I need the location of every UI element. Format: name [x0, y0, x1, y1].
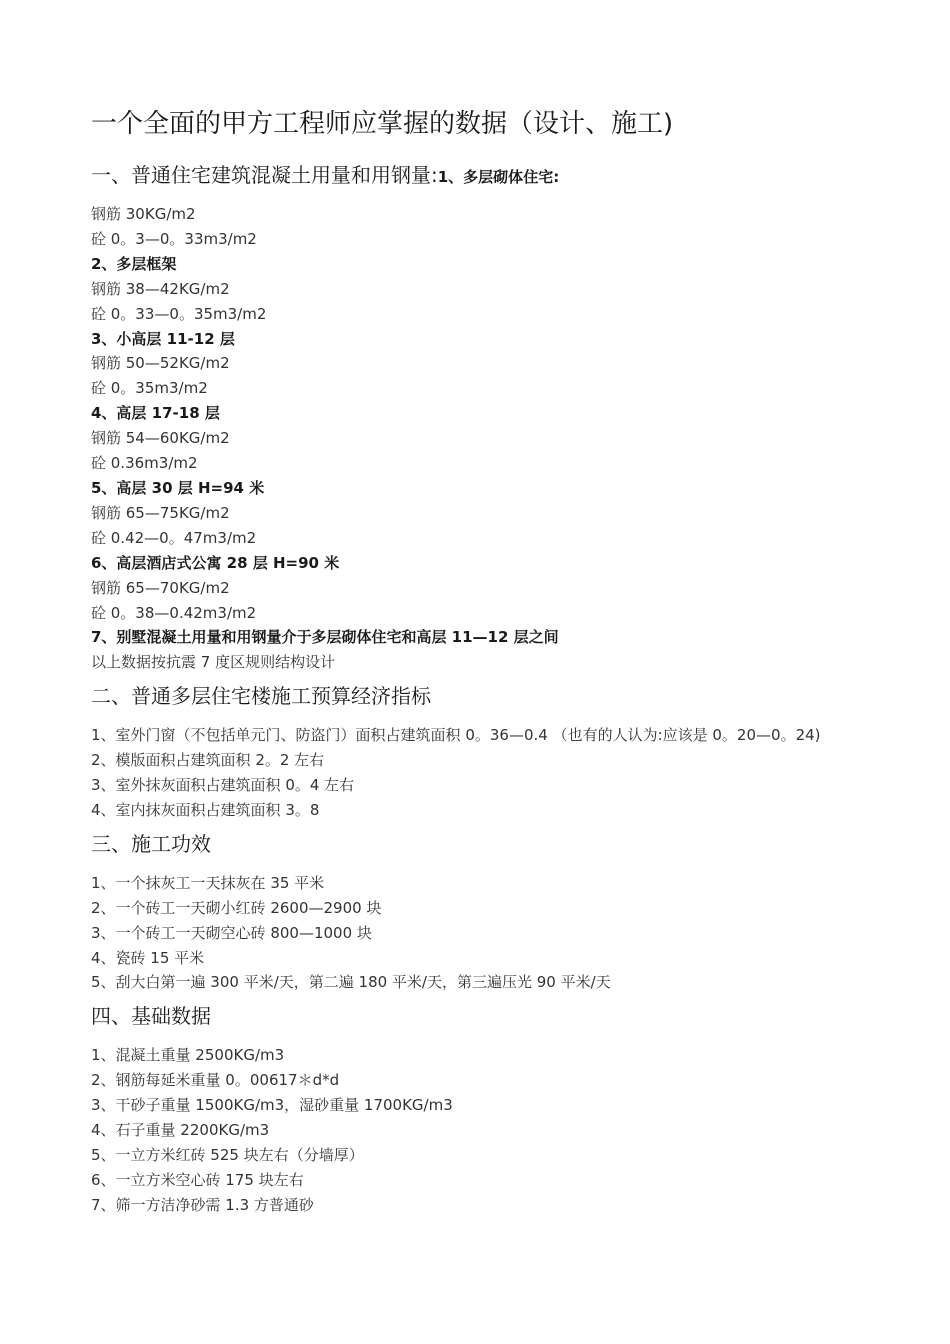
- section-heading: 四、基础数据: [91, 1004, 211, 1029]
- section-heading-subtitle: 1、多层砌体住宅:: [437, 168, 560, 186]
- list-item: 5、刮大白第一遍 300 平米/天，第二遍 180 平米/天，第三遍压光 90 平米/天: [91, 973, 611, 992]
- text-line: 钢筋 30KG/m2: [91, 205, 196, 223]
- list-item: 4、瓷砖 15 平米: [91, 948, 205, 967]
- section-heading: 二、普通多层住宅楼施工预算经济指标: [91, 684, 431, 709]
- section-budget-indicators: [91, 681, 890, 823]
- list-item: 1、混凝土重量 2500KG/m3: [91, 1046, 285, 1065]
- subheading-line: 5、高层 30 层 H=94 米: [91, 478, 265, 497]
- section-heading-text: 一、普通住宅建筑混凝土用量和用钢量:: [91, 163, 438, 187]
- list-item: 1、一个抹灰工一天抹灰在 35 平米: [91, 873, 325, 892]
- text-line: 砼 0。38—0.42m3/m2: [91, 603, 257, 622]
- text-line: 钢筋 54—60KG/m2: [91, 429, 230, 448]
- list-item: 3、一个砖工一天砌空心砖 800—1000 块: [91, 923, 372, 942]
- text-line: 钢筋 50—52KG/m2: [91, 354, 230, 373]
- list-item: 2、模版面积占建筑面积 2。2 左右: [91, 751, 325, 770]
- text-line: 砼 0.36m3/m2: [91, 454, 198, 473]
- text-line: 砼 0。33—0。35m3/m2: [91, 304, 267, 323]
- text-line: 砼 0.42—0。47m3/m2: [91, 528, 257, 547]
- list-item: 1、室外门窗（不包括单元门、防盗门）面积占建筑面积 0。36—0.4 （也有的人认为:应该是 0。20—0。24): [91, 726, 821, 745]
- document-title: 一个全面的甲方工程师应掌握的数据（设计、施工): [91, 109, 674, 139]
- subheading-line: 4、高层 17-18 层: [91, 404, 220, 423]
- text-line: 钢筋 38—42KG/m2: [91, 279, 230, 298]
- text-line: 砼 0。3—0。33m3/m2: [91, 229, 257, 248]
- section-heading: [91, 160, 890, 192]
- list-item: 2、一个砖工一天砌小红砖 2600—2900 块: [91, 898, 382, 917]
- list-item: 6、一立方米空心砖 175 块左右: [91, 1170, 304, 1189]
- section-heading: 三、施工功效: [91, 831, 211, 856]
- list-item: 5、一立方米红砖 525 块左右（分墙厚）: [91, 1146, 364, 1164]
- list-item: 7、筛一方洁净砂需 1.3 方普通砂: [91, 1195, 314, 1214]
- text-line: 以上数据按抗震 7 度区规则结构设计: [91, 653, 336, 672]
- subheading-line: 3、小高层 11-12 层: [91, 329, 235, 348]
- section-work-efficiency: [91, 829, 890, 996]
- list-item: 3、干砂子重量 1500KG/m3，湿砂重量 1700KG/m3: [91, 1096, 453, 1115]
- subheading-line: 6、高层酒店式公寓 28 层 H=90 米: [91, 553, 340, 572]
- list-item: 3、室外抹灰面积占建筑面积 0。4 左右: [91, 776, 355, 795]
- list-item: 2、钢筋每延米重量 0。00617＊d*d: [91, 1071, 340, 1090]
- text-line: 钢筋 65—70KG/m2: [91, 578, 230, 597]
- list-item: 4、室内抹灰面积占建筑面积 3。8: [91, 800, 320, 819]
- section-basic-data: [91, 1001, 890, 1217]
- subheading-line: 7、别墅混凝土用量和用钢量介于多层砌体住宅和高层 11—12 层之间: [91, 628, 559, 647]
- text-line: 钢筋 65—75KG/m2: [91, 503, 230, 522]
- subheading-line: 2、多层框架: [91, 254, 177, 273]
- text-line: 砼 0。35m3/m2: [91, 379, 208, 398]
- section-concrete-steel: [91, 160, 890, 675]
- list-item: 4、石子重量 2200KG/m3: [91, 1121, 270, 1140]
